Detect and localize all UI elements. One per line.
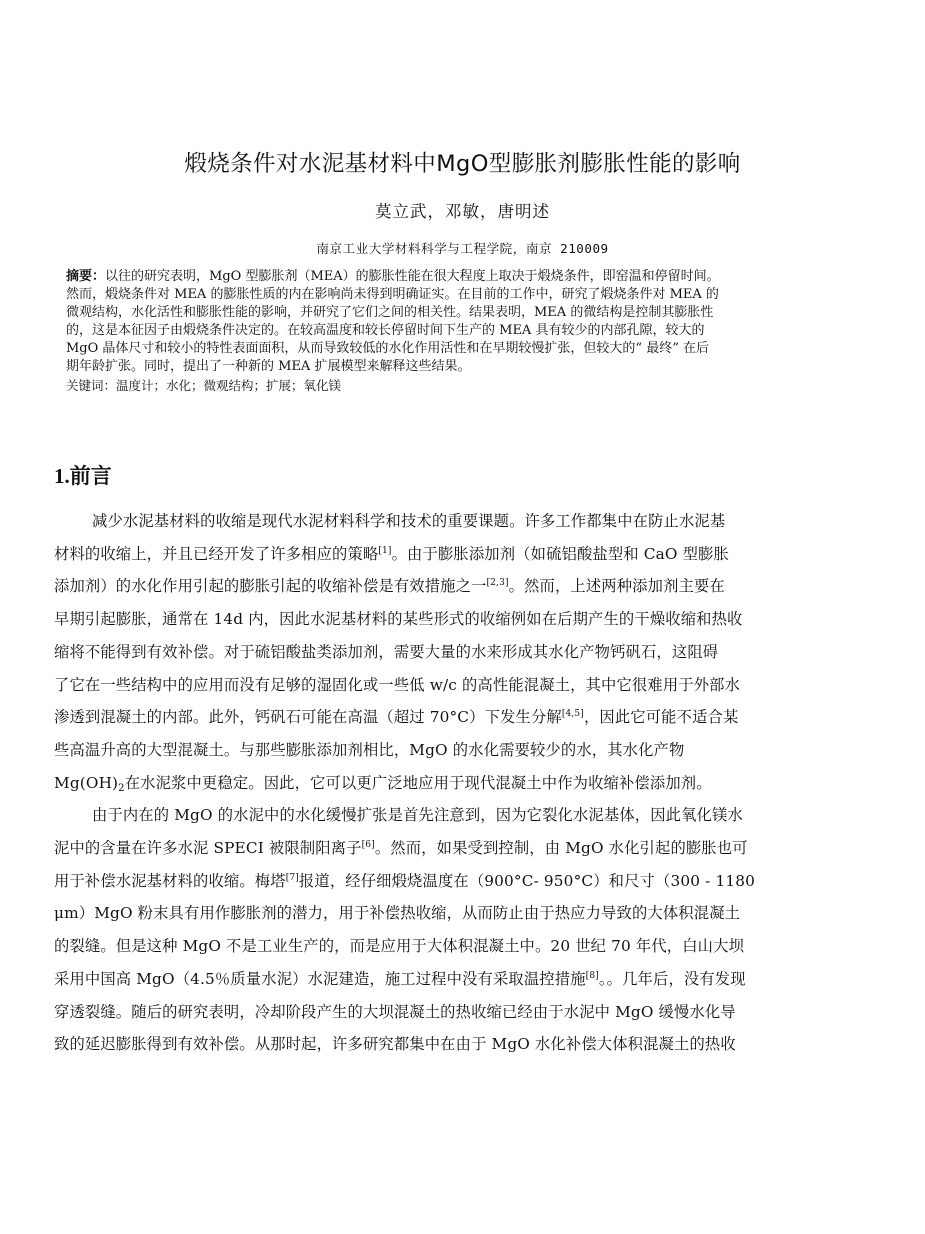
paragraph-line: 早期引起膨胀，通常在 14d 内，因此水泥基材料的某些形式的收缩例如在后期产生的干燥收缩和热收 [54,610,743,629]
abstract [66,268,890,395]
paragraph-line: 渗透到混凝土的内部。此外，钙矾石可能在高温（超过 70°C）下发生分解[4,5]，因此它可能不适合某 [54,708,739,727]
paragraph-line: μm）MgO 粉末具有用作膨胀剂的潜力，用于补偿热收缩，从而防止由于热应力导致的大体积混凝土 [54,904,741,923]
body-text [54,505,876,1061]
paper-title: 煅烧条件对水泥基材料中MgO型膨胀剂膨胀性能的影响 [184,151,741,177]
citation: [4,5] [561,709,584,720]
paragraph-line: 的裂缝。但是这种 MgO 不是工业生产的，而是应用于大体积混凝土中。20 世纪 70 年代，白山大坝 [54,937,745,956]
paragraph-line: 了它在一些结构中的应用而没有足够的湿固化或一些低 w/c 的高性能混凝土，其中它很难用于外部水 [54,675,741,694]
abstract-line: 然而，煅烧条件对 MEA 的膨胀性质的内在影响尚未得到明确证实。在目前的工作中，研究了煅烧条件对 MEA 的 [66,287,719,303]
citation: [2,3] [486,578,509,589]
keywords: 关键词：温度计；水化；微观结构；扩展；氧化镁 [66,377,342,393]
subscript: 2 [118,782,125,794]
paragraph-line: 些高温升高的大型混凝土。与那些膨胀添加剂相比，MgO 的水化需要较少的水，其水化产物 [54,740,685,759]
paragraph-line: 致的延迟膨胀得到有效补偿。从那时起，许多研究都集中在由于 MgO 水化补偿大体积混凝土的热收 [54,1035,736,1054]
paragraph-line: 减少水泥基材料的收缩是现代水泥材料科学和技术的重要课题。许多工作都集中在防止水泥基 [92,512,726,530]
citation: [1] [378,545,392,556]
abstract-line: 的，这是本征因子由煅烧条件决定的。在较高温度和较长停留时间下生产的 MEA 具有较少的内部孔隙，较大的 [66,323,705,339]
citation: [7] [285,872,299,883]
abstract-label: 摘要： [66,269,106,284]
paragraph-line: 穿透裂缝。随后的研究表明，冷却阶段产生的大坝混凝土的热收缩已经由于水泥中 MgO 缓慢水化导 [54,1002,736,1021]
paragraph-line: 材料的收缩上，并且已经开发了许多相应的策略[1]。由于膨胀添加剂（如硫铝酸盐型和 CaO 型膨胀 [54,544,729,563]
abstract-line: 期年龄扩张。同时，提出了一种新的 MEA 扩展模型来解释这些结果。 [66,359,471,375]
paragraph-line: 缩将不能得到有效补偿。对于硫铝酸盐类添加剂，需要大量的水来形成其水化产物钙矾石，这阻碍 [54,642,719,661]
paragraph-line: 泥中的含量在许多水泥 SPECI 被限制阳离子[6]。然而，如果受到控制，由 MgO 水化引起的膨胀也可 [54,839,748,858]
abstract-line: 摘要：以往的研究表明，MgO 型膨胀剂（MEA）的膨胀性能在很大程度上取决于煅烧条件，即窑温和停留时间。 [66,269,720,284]
paper-authors: 莫立武，邓敏，唐明述 [375,202,550,221]
paragraph-line: 添加剂）的水化作用引起的膨胀引起的收缩补偿是有效措施之一[2,3]。然而，上述两种添加剂主要在 [54,577,725,596]
paragraph-line: 采用中国高 MgO（4.5％质量水泥）水泥建造，施工过程中没有采取温控措施[8]。。几年后，没有发现 [54,969,746,988]
citation: [6] [361,840,375,851]
abstract-line: 微观结构，水化活性和膨胀性能的影响，并研究了它们之间的相关性。结果表明，MEA 的微结构是控制其膨胀性 [66,305,714,321]
paragraph-line: $Mg(OH)_2$在水泥浆中更稳定。因此，它可以更广泛地应用于现代混凝土中作为收缩补偿添加剂。 [54,773,712,794]
citation: [8] [585,970,599,981]
paragraph-line: 由于内在的 MgO 的水泥中的水化缓慢扩张是首先注意到，因为它裂化水泥基体，因此氧化镁水 [92,806,743,825]
paragraph-line: 用于补偿水泥基材料的收缩。梅塔[7]报道，经仔细煅烧温度在（900°C- 950°C）和尺寸（300 - 1180 [54,871,755,890]
abstract-line: MgO 晶体尺寸和较小的特性表面面积，从而导致较低的水化作用活性和在早期较慢扩张，但较大的“ 最终” 在后 [66,341,709,357]
section-heading: 1.前言 [54,464,112,488]
paper-affiliation: 南京工业大学材料科学与工程学院，南京 210009 [316,241,609,256]
